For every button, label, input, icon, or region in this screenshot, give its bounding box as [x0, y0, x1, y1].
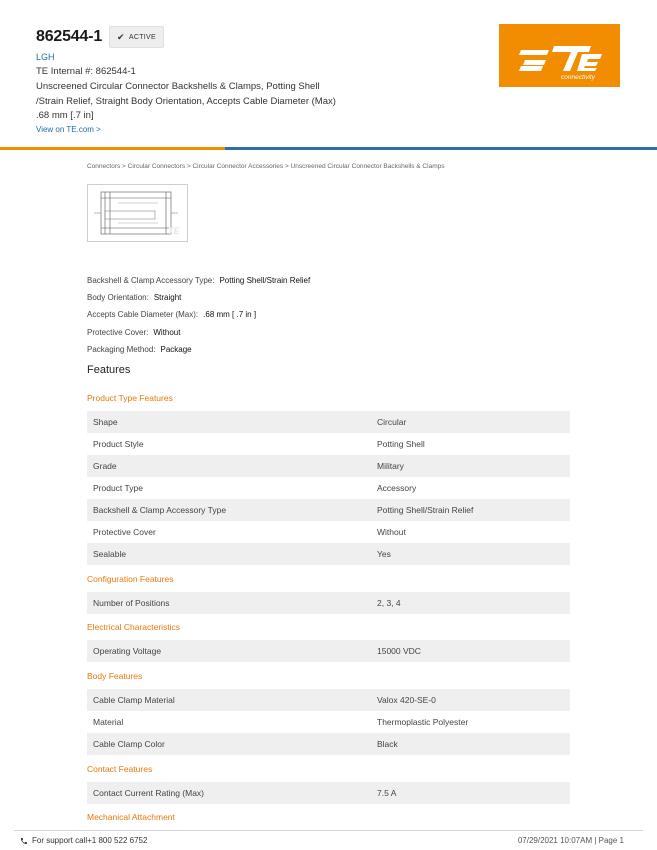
table-row — [87, 640, 570, 662]
row-value: Potting Shell — [377, 439, 425, 449]
row-value: Yes — [377, 549, 391, 559]
te-connectivity-logo — [499, 24, 620, 87]
row-name: Product Type — [93, 483, 143, 493]
row-value: Military — [377, 461, 404, 471]
row-name: Number of Positions — [93, 598, 170, 608]
section-heading-configuration: Configuration Features — [87, 574, 174, 584]
document-header — [0, 0, 657, 150]
spec-row — [87, 306, 310, 323]
footer-divider — [14, 830, 643, 831]
brand-link[interactable]: LGH — [36, 52, 55, 62]
view-on-te-link[interactable]: View on TE.com > — [36, 125, 101, 134]
product-description: Unscreened Circular Connector Backshells & Clamps, Potting Shell /Strain Relief, Straight Body Orientation, Accepts Cable Diameter (Max) .68 mm [.7 in] — [36, 81, 336, 121]
product-type-table — [87, 411, 570, 565]
body-table — [87, 689, 570, 755]
table-row — [87, 592, 570, 614]
support-contact — [20, 836, 147, 845]
te-internal-number: TE Internal #: 862544-1 — [36, 66, 136, 77]
features-title: Features — [87, 364, 131, 376]
table-row — [87, 455, 570, 477]
table-row — [87, 782, 570, 804]
spec-value: Potting Shell/Strain Relief — [219, 276, 311, 286]
row-name: Operating Voltage — [93, 646, 162, 656]
row-value: Valox 420-SE-0 — [377, 695, 436, 705]
spec-value: Straight — [153, 293, 182, 303]
row-name: Grade — [93, 461, 117, 471]
table-row — [87, 411, 570, 433]
row-value: 2, 3, 4 — [377, 598, 401, 608]
product-drawing — [87, 184, 188, 242]
row-value: Potting Shell/Strain Relief — [377, 505, 474, 515]
part-number: 862544-1 — [36, 28, 103, 45]
spec-row — [87, 324, 310, 341]
row-name: Cable Clamp Material — [93, 695, 175, 705]
table-row — [87, 711, 570, 733]
row-name: Cable Clamp Color — [93, 739, 165, 749]
spec-value: .68 mm [ .7 in ] — [203, 310, 257, 320]
table-row — [87, 477, 570, 499]
row-value: 15000 VDC — [377, 646, 421, 656]
row-name: Product Style — [93, 439, 144, 449]
row-value: Without — [377, 527, 406, 537]
section-heading-body: Body Features — [87, 671, 143, 681]
header-rule-orange — [0, 147, 225, 150]
section-heading-electrical: Electrical Characteristics — [87, 622, 181, 632]
spec-label: Body Orientation: — [87, 293, 149, 303]
check-icon: ✔ — [117, 31, 125, 42]
spec-row — [87, 289, 310, 306]
section-heading-mechanical: Mechanical Attachment — [87, 812, 175, 822]
table-row — [87, 433, 570, 455]
spec-label: Backshell & Clamp Accessory Type: — [87, 276, 215, 286]
logo-tagline: connectivity — [561, 74, 595, 81]
spec-label: Accepts Cable Diameter (Max): — [87, 310, 199, 320]
table-row — [87, 689, 570, 711]
row-name: Sealable — [93, 549, 127, 559]
section-heading-product-type: Product Type Features — [87, 393, 173, 403]
part-number-row — [36, 26, 164, 48]
status-badge — [109, 26, 164, 48]
electrical-table — [87, 640, 570, 662]
spec-row — [87, 272, 310, 289]
configuration-table — [87, 592, 570, 614]
spec-value: Without — [153, 327, 181, 337]
key-specs — [87, 272, 310, 358]
svg-text:TE: TE — [168, 226, 180, 236]
row-value: Circular — [377, 417, 407, 427]
row-name: Material — [93, 717, 124, 727]
table-row — [87, 733, 570, 755]
row-name: Protective Cover — [93, 527, 156, 537]
row-name: Contact Current Rating (Max) — [93, 788, 205, 798]
row-name: Backshell & Clamp Accessory Type — [93, 505, 227, 515]
section-heading-contact: Contact Features — [87, 764, 153, 774]
table-row — [87, 543, 570, 565]
header-rule-blue — [225, 147, 657, 150]
support-text: For support call+1 800 522 6752 — [32, 836, 148, 845]
row-value: Thermoplastic Polyester — [377, 717, 469, 727]
spec-label: Packaging Method: — [87, 344, 156, 354]
breadcrumb[interactable]: Connectors > Circular Connectors > Circular Connector Accessories > Unscreened Circular Connector Backshells & Clamps — [87, 163, 445, 170]
row-name: Shape — [93, 417, 118, 427]
footer-date-page: 07/29/2021 10:07AM | Page 1 — [517, 836, 624, 845]
table-row — [87, 521, 570, 543]
spec-value: Package — [160, 344, 192, 354]
row-value: Black — [377, 739, 398, 749]
spec-label: Protective Cover: — [87, 327, 149, 337]
contact-table — [87, 782, 570, 804]
row-value: Accessory — [377, 483, 417, 493]
table-row — [87, 499, 570, 521]
status-label: ACTIVE — [128, 33, 156, 41]
row-value: 7.5 A — [377, 788, 397, 798]
spec-row — [87, 341, 310, 358]
phone-icon — [20, 837, 28, 845]
